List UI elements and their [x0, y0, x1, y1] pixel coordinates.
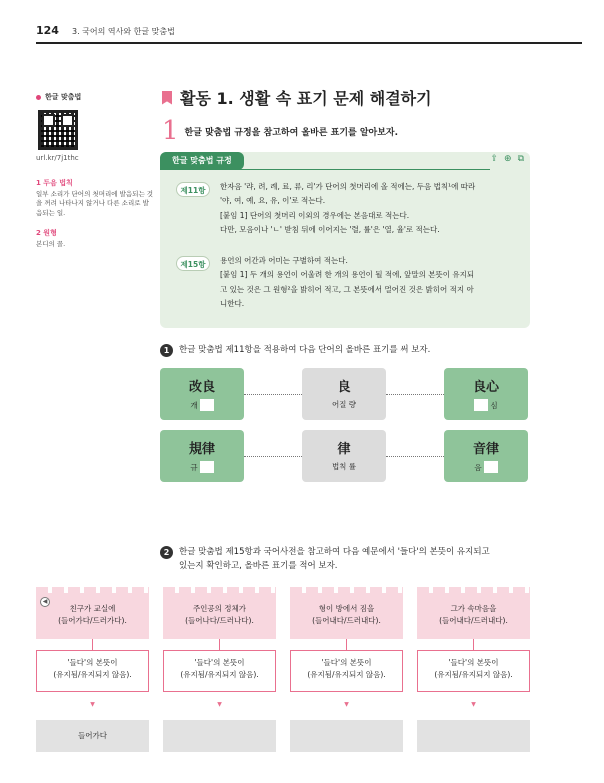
meaning-line: '들다'의 본뜻이 [448, 658, 499, 667]
rules-box [160, 152, 530, 328]
rule-label: 제11항 [176, 182, 210, 197]
answer-blank[interactable] [474, 399, 488, 411]
word-reading [444, 399, 528, 411]
connector-line [386, 456, 444, 457]
connector-line [244, 456, 302, 457]
word-hanja: 良心 [472, 380, 499, 395]
sidebar [36, 92, 154, 250]
meaning-choice[interactable] [36, 650, 149, 692]
sub-question-text: 한글 맞춤법 제11항을 적용하여 다음 단어의 올바른 표기를 써 보자. [179, 345, 431, 355]
answer-box[interactable] [290, 720, 403, 752]
qr-url[interactable]: url.kr/7j1thc [36, 154, 79, 162]
word-reading [444, 461, 528, 473]
example-line: 형이 방에서 짐을 [318, 604, 375, 613]
rule-line: 용언의 어간과 어미는 구별하여 적는다. [220, 256, 348, 265]
answer-box[interactable] [163, 720, 276, 752]
example-line: 친구가 교실에 [69, 604, 116, 613]
word-reading [160, 461, 244, 473]
bullet-icon [36, 95, 41, 100]
rule-line: [붙임 1] 두 개의 용언이 어울려 한 개의 용언이 될 적에, 앞말의 본뜻이 유지되 [220, 270, 475, 280]
bookmark-icon [162, 91, 172, 105]
example-card [36, 593, 149, 639]
question-1 [162, 118, 398, 144]
word-box [302, 430, 386, 482]
meaning-line: '들다'의 본뜻이 [67, 658, 118, 667]
word-reading: 어질 량 [331, 400, 357, 409]
word-box [160, 368, 244, 420]
rule-line: 한자음 '랴, 려, 례, 료, 류, 리'가 단어의 첫머리에 올 적에는, 두음 법칙¹에 따라 [220, 182, 476, 191]
connector-line [92, 639, 93, 650]
sidebar-title-text: 한글 맞춤법 [45, 93, 82, 101]
rule-line: 니한다. [220, 298, 245, 308]
sub-question-line: 있는지 확인하고, 올바른 표기를 적어 보자. [179, 561, 338, 572]
glossary-term-2: 2 원형 [36, 229, 57, 238]
example-line: (들어내다/드러내다). [312, 616, 381, 625]
word-reading [160, 399, 244, 411]
reading-text: 음 [474, 462, 482, 472]
copy-icon[interactable]: ⧉ [517, 154, 524, 164]
connector-line [473, 639, 474, 650]
word-box [302, 368, 386, 420]
word-hanja: 改良 [188, 380, 215, 395]
word-reading: 법칙 률 [331, 462, 357, 471]
word-hanja: 規律 [188, 442, 215, 457]
meaning-choice[interactable] [290, 650, 403, 692]
speaker-icon[interactable]: ◀ [40, 597, 50, 607]
word-hanja: 律 [337, 442, 351, 457]
question-number: 1 [162, 116, 179, 146]
example-line: (들어가다/드러가다). [58, 616, 127, 625]
rule-line: 다만, 모음이나 'ㄴ' 받침 뒤에 이어지는 '렬, 률'은 '열, 율'로 적는다. [220, 224, 440, 234]
rule-11 [176, 180, 520, 237]
glossary-definition-1: 일부 소리가 단어의 첫머리에 발음되는 것을 꺼려 나타나지 않거나 다른 소리로 발음되는 일. [36, 190, 154, 217]
meaning-options[interactable]: (유지됨/유지되지 않음). [180, 670, 259, 679]
rule-line: 고 있는 것은 그 원형²을 밝히어 적고, 그 본뜻에서 멀어진 것은 밝히어 적지 아 [220, 284, 474, 294]
question-text: 한글 맞춤법 규정을 참고하여 올바른 표기를 알아보자. [184, 127, 399, 138]
rule-15 [176, 254, 520, 311]
reading-text: 개 [190, 400, 198, 410]
glossary-term-1: 1 두음 법칙 [36, 179, 73, 187]
word-hanja: 音律 [472, 442, 499, 457]
rules-toolbar [490, 154, 524, 164]
chapter-title: 3. 국어의 역사와 한글 맞춤법 [72, 27, 175, 36]
meaning-choice[interactable] [417, 650, 530, 692]
reading-text: 심 [490, 400, 498, 410]
sub-question-line: 한글 맞춤법 제15항과 국어사전을 참고하여 다음 예문에서 '들다'의 본뜻이 유지되고 [179, 547, 490, 557]
example-line: (들어내다/드러내다). [439, 616, 508, 625]
meaning-options[interactable]: (유지됨/유지되지 않음). [434, 670, 513, 679]
rules-tab: 한글 맞춤법 규정 [160, 152, 244, 170]
glossary-definition-2: 본디의 꼴. [36, 240, 66, 249]
answer-blank[interactable] [200, 399, 214, 411]
answer-blank[interactable] [200, 461, 214, 473]
sub-question-number: 1 [160, 344, 173, 357]
meaning-line: '들다'의 본뜻이 [321, 658, 372, 667]
divider [220, 169, 490, 170]
down-arrow-icon: ▼ [90, 701, 95, 708]
example-line: 주인공의 정체가 [192, 604, 247, 613]
meaning-options[interactable]: (유지됨/유지되지 않음). [307, 670, 386, 679]
example-line: (들어나다/드러나다). [185, 616, 254, 625]
rule-text [220, 180, 475, 237]
meaning-line: '들다'의 본뜻이 [194, 658, 245, 667]
sub-question-2 [160, 545, 490, 574]
down-arrow-icon: ▼ [344, 701, 349, 708]
rule-line: '야, 여, 예, 요, 유, 이'로 적는다. [220, 196, 326, 206]
word-hanja: 良 [337, 380, 351, 395]
example-line: 그가 속마음을 [450, 604, 497, 613]
example-card [290, 593, 403, 639]
connector-line [346, 639, 347, 650]
plus-icon[interactable]: ⊕ [504, 154, 512, 164]
word-box [444, 430, 528, 482]
meaning-choice[interactable] [163, 650, 276, 692]
down-arrow-icon: ▼ [217, 701, 222, 708]
answer-box[interactable] [417, 720, 530, 752]
word-box [160, 430, 244, 482]
qr-code-icon[interactable] [38, 110, 78, 150]
sidebar-title [36, 92, 154, 102]
answer-blank[interactable] [484, 461, 498, 473]
down-arrow-icon: ▼ [471, 701, 476, 708]
answer-box[interactable]: 들어가다 [36, 720, 149, 752]
connector-line [386, 394, 444, 395]
sub-question-text [179, 545, 490, 574]
sub-question-number: 2 [160, 546, 173, 559]
connector-line [244, 394, 302, 395]
page-number: 124 [36, 24, 59, 37]
page-header [36, 18, 582, 44]
word-box [444, 368, 528, 420]
meaning-options[interactable]: (유지됨/유지되지 않음). [53, 670, 132, 679]
activity-title [162, 86, 432, 109]
example-card [163, 593, 276, 639]
rule-label: 제15항 [176, 256, 210, 271]
activity-title-text: 활동 1. 생활 속 표기 문제 해결하기 [180, 89, 432, 108]
rule-line: [붙임 1] 단어의 첫머리 이외의 경우에는 본음대로 적는다. [220, 210, 410, 220]
connector-line [219, 639, 220, 650]
example-card [417, 593, 530, 639]
share-icon[interactable]: ⇪ [490, 154, 499, 164]
sub-question-1 [160, 343, 430, 357]
reading-text: 규 [190, 462, 198, 472]
rule-text [220, 254, 474, 311]
